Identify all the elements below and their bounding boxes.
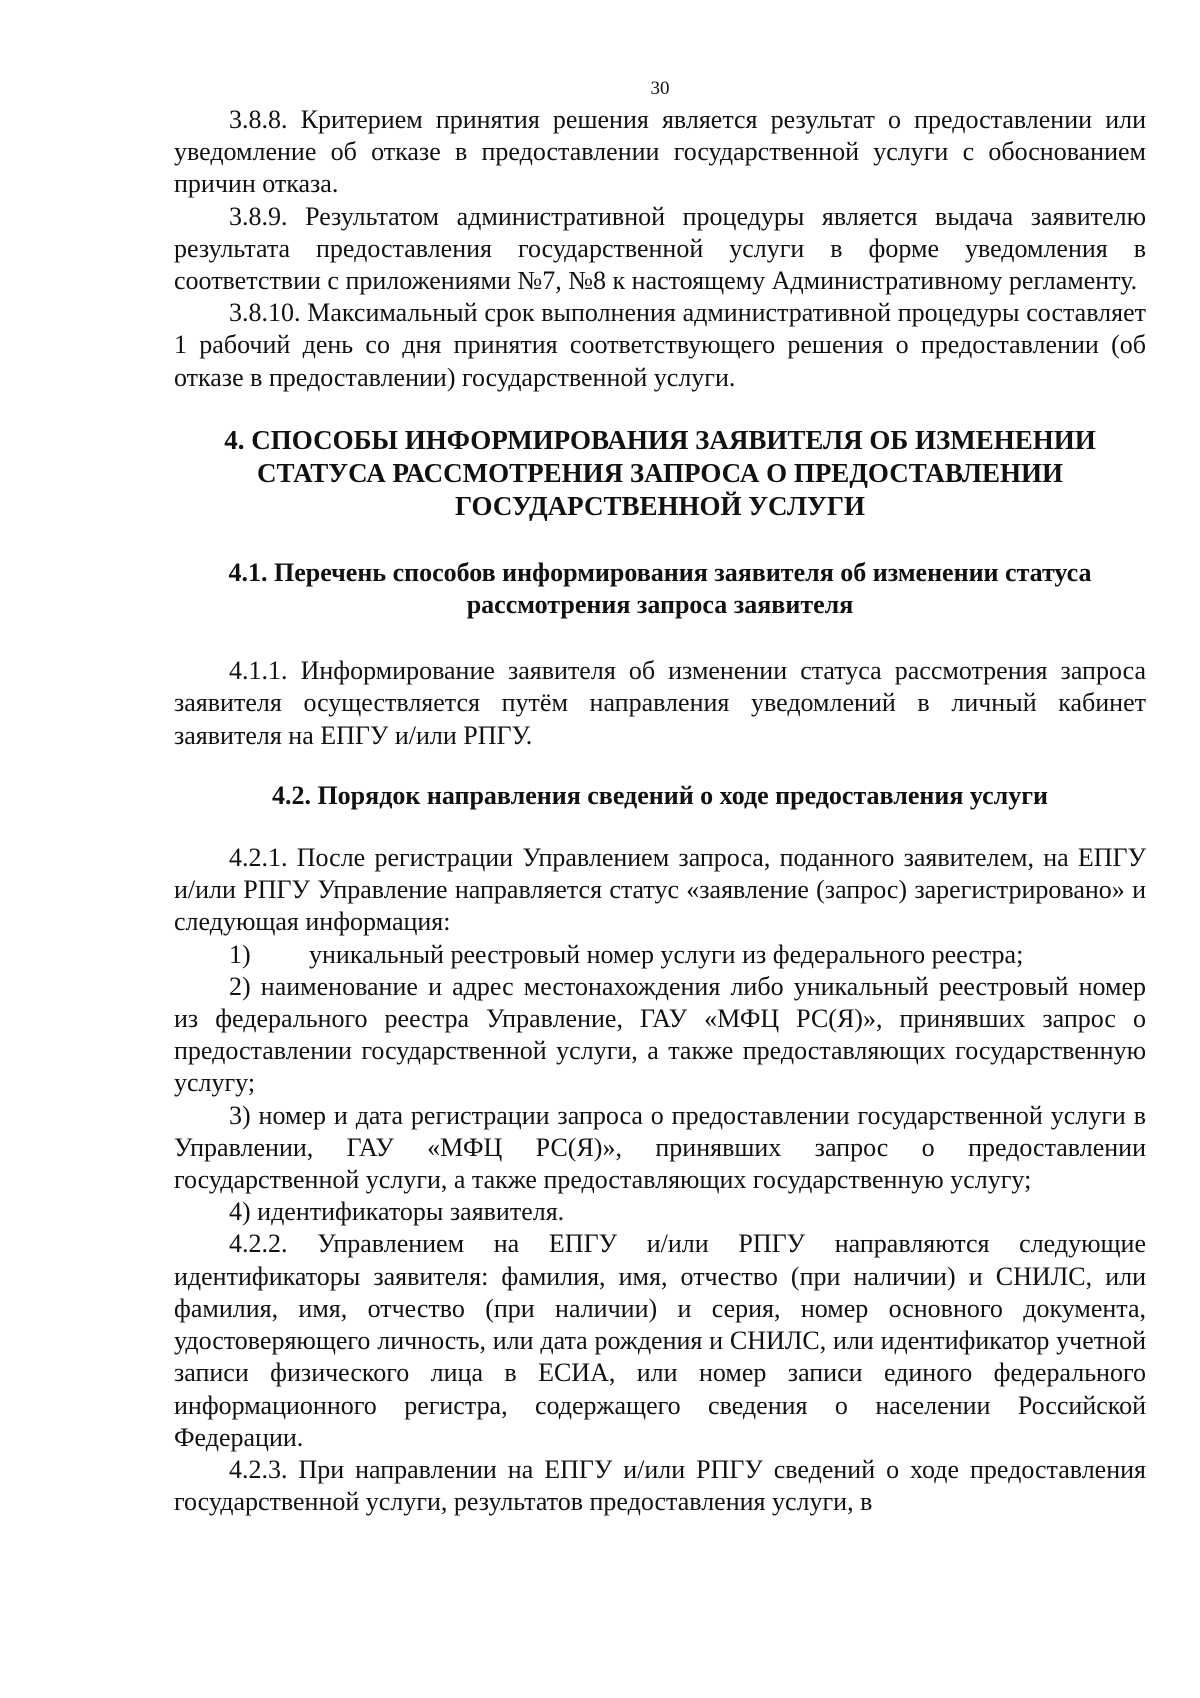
paragraph-3-8-8: 3.8.8. Критерием принятия решения является результат о предоставлении или уведомление об отказе в предоставлении государственной услуги с обоснованием причин отказа. (174, 105, 1146, 199)
paragraph-4-2-2: 4.2.2. Управлением на ЕПГУ и/или РПГУ направляются следующие идентификаторы заявителя: фамилия, имя, отчество (при наличии) и СНИЛС, или фамилия, имя, отчество (при наличии) и серия, номер основного документа, удостоверяющего личность, или дата рождения и СНИЛС, или идентификатор учетной записи физического лица в ЕСИА, или номер записи единого федерального информационного регистра, содержащего сведения о населении Российской Федерации. (174, 1229, 1146, 1452)
section-4-heading-line: 4. СПОСОБЫ ИНФОРМИРОВАНИЯ ЗАЯВИТЕЛЯ ОБ ИЗМЕНЕНИИ (224, 424, 1096, 455)
section-4-heading (174, 424, 1146, 523)
section-4-heading-line: ГОСУДАРСТВЕННОЙ УСЛУГИ (455, 490, 865, 521)
paragraph-4-1-1: 4.1.1. Информирование заявителя об изменении статуса рассмотрения запроса заявителя осуществляется путём направления уведомлений в личный кабинет заявителя на ЕПГУ и/или РПГУ. (174, 656, 1146, 750)
paragraph-4-2-3: 4.2.3. При направлении на ЕПГУ и/или РПГУ сведений о ходе предоставления государственной услуги, результатов предоставления услуги, в (174, 1454, 1146, 1517)
section-4-1-heading (174, 557, 1146, 621)
list-item-4: 4) идентификаторы заявителя. (229, 1197, 565, 1227)
list-item-number: 1) (229, 939, 251, 969)
list-item-2: 2) наименование и адрес местонахождения либо уникальный реестровый номер из федерального реестра Управление, ГАУ «МФЦ РС(Я)», принявших запрос о предоставлении государственной услуги, а также предоставляющих государственную услугу; (174, 971, 1146, 1098)
section-4-1-heading-line: рассмотрения запроса заявителя (466, 590, 854, 620)
list-item-text: уникальный реестровый номер услуги из федерального реестра; (309, 939, 1024, 969)
list-item-1 (174, 939, 1146, 971)
list-item-3: 3) номер и дата регистрации запроса о предоставлении государственной услуги в Управлении, ГАУ «МФЦ РС(Я)», принявших запрос о предоставлении государственной услуги, а также предоставляющих государственную услугу; (174, 1100, 1146, 1195)
paragraph-3-8-9: 3.8.9. Результатом административной процедуры является выдача заявителю результата предоставления государственной услуги в форме уведомления в соответствии с приложениями №7, №8 к настоящему Административному регламенту. (174, 201, 1146, 296)
section-4-heading-line: СТАТУСА РАССМОТРЕНИЯ ЗАПРОСА О ПРЕДОСТАВЛЕНИИ (256, 457, 1064, 488)
section-4-1-heading-line: 4.1. Перечень способов информирования заявителя об изменении статуса (228, 557, 1092, 587)
paragraph-4-2-1: 4.2.1. После регистрации Управлением запроса, поданного заявителем, на ЕПГУ и/или РПГУ Управление направляется статус «заявление (запрос) зарегистрировано» и следующая информация: (174, 843, 1146, 937)
section-4-2-heading-line: 4.2. Порядок направления сведений о ходе предоставления услуги (271, 780, 1049, 810)
paragraph-3-8-10: 3.8.10. Максимальный срок выполнения административной процедуры составляет 1 рабочий день со дня принятия соответствующего решения о предоставлении (об отказе в предоставлении) государственной услуги. (174, 298, 1146, 392)
page-number: 30 (650, 78, 670, 99)
document-page (174, 76, 1146, 1518)
section-4-2-heading (174, 780, 1146, 812)
